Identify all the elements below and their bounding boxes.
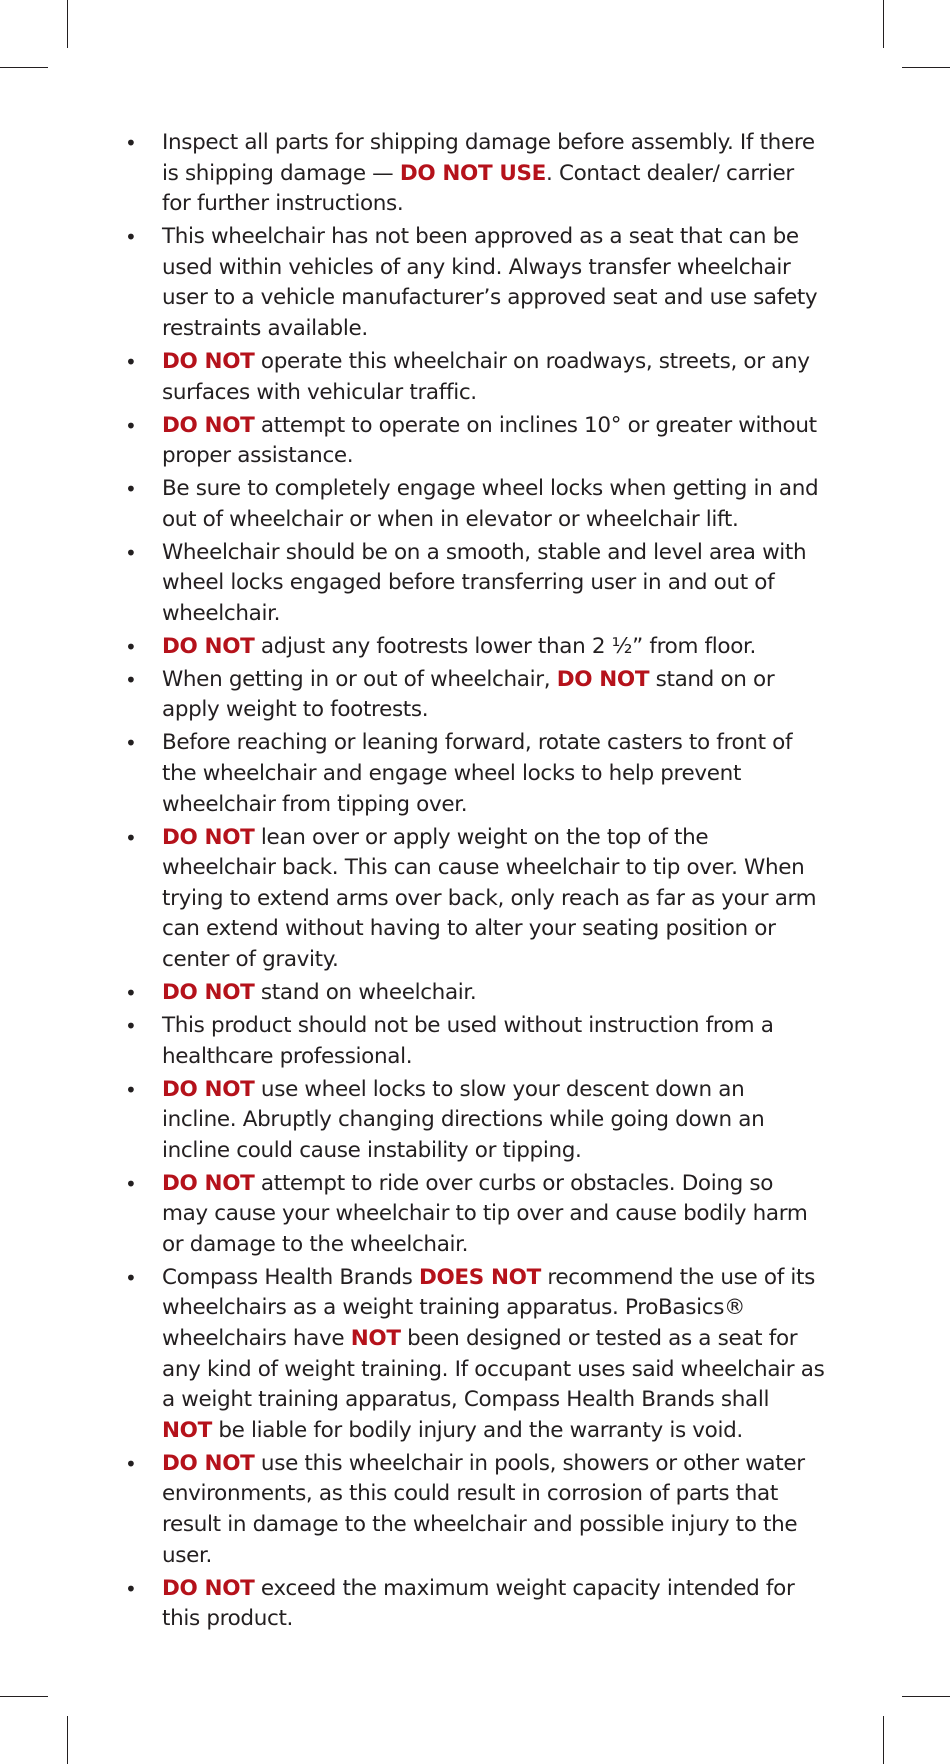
warning-text: stand on wheelchair. [254, 979, 477, 1005]
warning-item [125, 728, 825, 820]
warning-text: This wheelchair has not been approved as a seat that can be used within vehicles of any kind. Always transfer wheelchair user to a vehicle manufacturer’s approved seat and use safety restraints available. [162, 224, 818, 341]
crop-mark-top-right-vertical [883, 0, 884, 48]
warning-item [125, 1169, 825, 1261]
crop-mark-bottom-right-vertical [883, 1716, 884, 1764]
warning-emphasis: DO NOT [162, 1170, 255, 1196]
warning-text: When getting in or out of wheelchair, [162, 666, 557, 692]
warning-emphasis: DO NOT [162, 1450, 255, 1476]
warning-text: attempt to ride over curbs or obstacles. Doing so may cause your wheelchair to tip over and cause bodily harm or damage to the wheelchair. [162, 1170, 808, 1257]
warning-text: Wheelchair should be on a smooth, stable and level area with wheel locks engaged before transferring user in and out of wheelchair. [162, 539, 807, 626]
warning-item [125, 1011, 825, 1072]
warning-item [125, 1263, 825, 1447]
warning-emphasis: DO NOT [162, 979, 255, 1005]
warning-emphasis: DO NOT [162, 1575, 255, 1601]
warning-text: exceed the maximum weight capacity intended for this product. [162, 1575, 795, 1632]
warning-emphasis: NOT [162, 1417, 212, 1443]
warning-item [125, 474, 825, 535]
crop-mark-bottom-left-horizontal [0, 1696, 48, 1697]
warning-item [125, 665, 825, 726]
warning-item [125, 128, 825, 220]
warning-emphasis: DO NOT [162, 348, 255, 374]
crop-mark-top-left-vertical [67, 0, 68, 48]
bullet-icon: • [125, 1013, 137, 1038]
bullet-icon: • [125, 731, 137, 756]
bullet-icon: • [125, 667, 137, 692]
crop-mark-bottom-left-vertical [67, 1716, 68, 1764]
warning-list [125, 128, 825, 1637]
crop-mark-bottom-right-horizontal [902, 1696, 950, 1697]
warning-item [125, 222, 825, 344]
bullet-icon: • [125, 225, 137, 250]
warning-text: be liable for bodily injury and the warranty is void. [211, 1417, 743, 1443]
warning-item [125, 632, 825, 663]
bullet-icon: • [125, 540, 137, 565]
warning-emphasis: DO NOT [162, 412, 255, 438]
warning-text: recommend the use of its wheelchairs as a weight training apparatus. ProBasics® wheelchairs have [162, 1264, 815, 1352]
bullet-icon: • [125, 413, 137, 438]
bullet-icon: • [125, 1171, 137, 1196]
bullet-icon: • [125, 1265, 137, 1290]
warning-emphasis: DO NOT USE [399, 160, 546, 186]
warning-item [125, 347, 825, 408]
warning-item [125, 823, 825, 976]
warning-emphasis: DO NOT [162, 633, 255, 659]
warning-emphasis: DO NOT [556, 666, 650, 692]
crop-mark-top-right-horizontal [902, 67, 950, 68]
bullet-icon: • [125, 1576, 137, 1601]
warning-emphasis: DO NOT [162, 824, 255, 850]
warning-text: been designed or tested as a seat for any kind of weight training. If occupant uses said wheelchair as a weight training apparatus, Compass Health Brands shall [162, 1326, 825, 1413]
bullet-icon: • [125, 131, 137, 155]
warning-text: stand on or apply weight to footrests. [162, 666, 775, 723]
warning-text: lean over or apply weight on the top of the wheelchair back. This can cause wheelchair to tip over. When trying to extend arms over back, only reach as far as your arm can extend without having to alter your seating position or center of gravity. [162, 824, 817, 972]
warning-text: attempt to operate on inclines 10° or greater without proper assistance. [162, 412, 817, 469]
bullet-icon: • [125, 1451, 137, 1476]
bullet-icon: • [125, 477, 137, 502]
warning-emphasis: NOT [350, 1326, 401, 1352]
bullet-icon: • [125, 349, 137, 374]
warning-text: use wheel locks to slow your descent down an incline. Abruptly changing directions while going down an incline could cause instability or tipping. [162, 1076, 765, 1163]
warning-text: adjust any footrests lower than 2 ½” from floor. [254, 633, 757, 659]
warning-text: This product should not be used without instruction from a healthcare professional. [162, 1012, 774, 1069]
warning-emphasis: DO NOT [162, 1076, 255, 1102]
bullet-icon: • [125, 825, 137, 850]
warning-item [125, 978, 825, 1009]
warning-item [125, 1449, 825, 1571]
warning-text: Before reaching or leaning forward, rotate casters to front of the wheelchair and engage wheel locks to help prevent wheelchair from tipping over. [162, 730, 793, 817]
bullet-icon: • [125, 1077, 137, 1102]
bullet-icon: • [125, 634, 137, 659]
warning-item [125, 538, 825, 630]
warning-text: operate this wheelchair on roadways, streets, or any surfaces with vehicular traffic. [162, 348, 810, 405]
warning-emphasis: DOES NOT [418, 1264, 541, 1290]
warning-text: Compass Health Brands [162, 1264, 419, 1290]
warning-text: . Contact dealer/ carrier for further instructions. [162, 160, 794, 217]
warning-item [125, 1075, 825, 1167]
warning-text: use this wheelchair in pools, showers or other water environments, as this could result in corrosion of parts that result in damage to the wheelchair and possible injury to the user. [162, 1450, 805, 1568]
crop-mark-top-left-horizontal [0, 67, 48, 68]
bullet-icon: • [125, 980, 137, 1005]
warning-text: Inspect all parts for shipping damage before assembly. If there is shipping damage — [162, 130, 815, 186]
warning-text: Be sure to completely engage wheel locks when getting in and out of wheelchair or when in elevator or wheelchair lift. [162, 476, 819, 532]
warning-item [125, 411, 825, 472]
warning-item [125, 1574, 825, 1635]
